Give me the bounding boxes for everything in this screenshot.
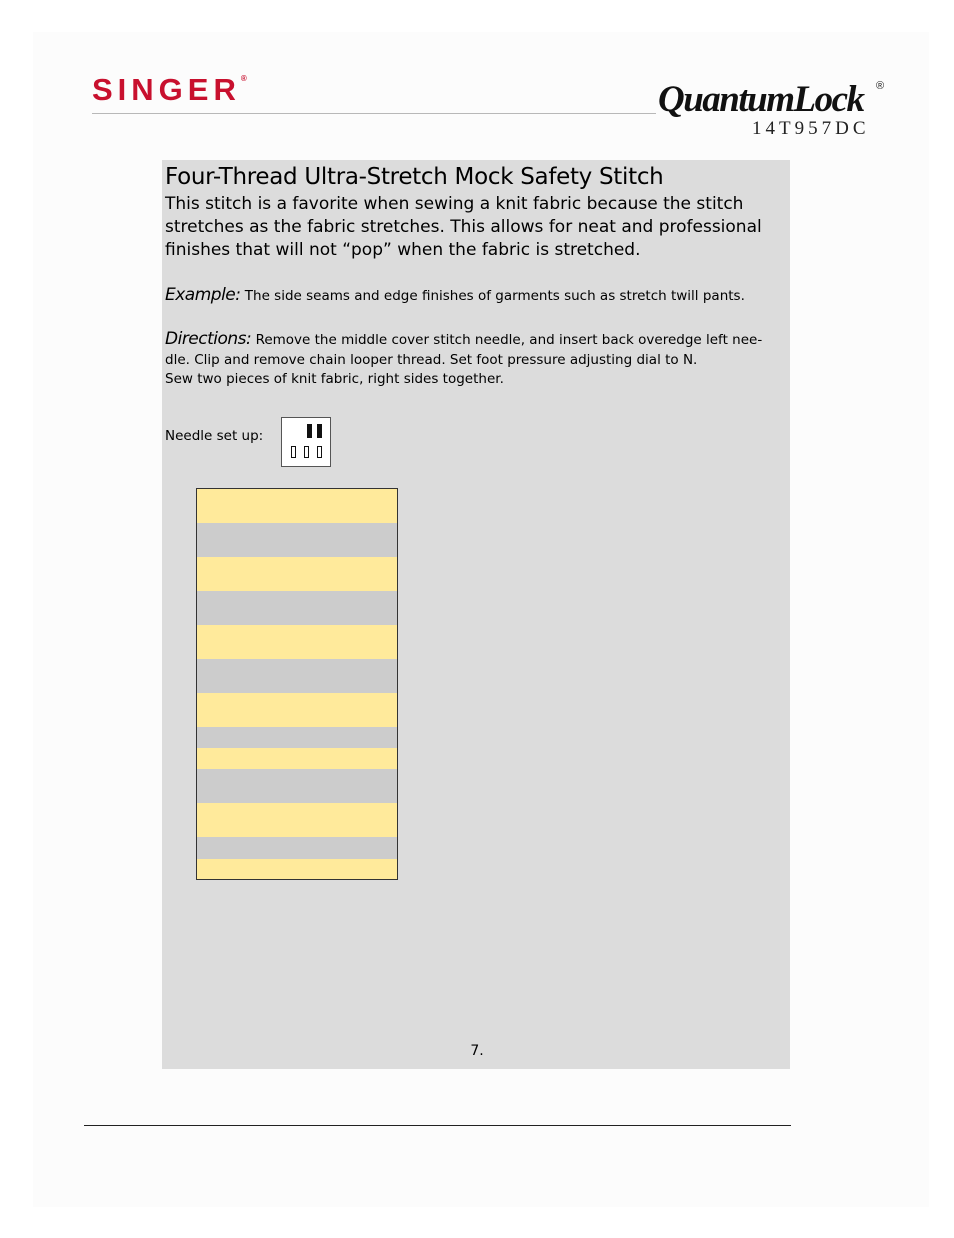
product-name: QuantumLock xyxy=(658,79,864,120)
swatch-stripe xyxy=(197,489,397,523)
swatch-stripe xyxy=(197,591,397,625)
swatch-stripe xyxy=(197,803,397,837)
example-text: The side seams and edge finishes of garments such as stretch twill pants. xyxy=(244,288,745,304)
header-rule xyxy=(92,113,656,114)
model-number: 14T957DC xyxy=(752,118,870,139)
needle-slot-icon xyxy=(317,446,322,458)
swatch-stripe xyxy=(197,557,397,591)
section-intro: This stitch is a favorite when sewing a knit fabric because the stitch stretches as the fabric stretches. This allows for neat and professional finishes that will not “pop” when the fabric is stretched. xyxy=(165,194,762,260)
brand-name: SINGER xyxy=(92,72,241,107)
example-paragraph xyxy=(165,285,780,305)
needle-slot-icon xyxy=(304,446,309,458)
swatch-stripe xyxy=(197,659,397,693)
swatch-stripe xyxy=(197,625,397,659)
directions-text-2: Sew two pieces of knit fabric, right sides together. xyxy=(165,371,504,387)
needle-setup-label: Needle set up: xyxy=(165,428,264,444)
swatch-stripe xyxy=(197,748,397,769)
directions-paragraph xyxy=(165,330,780,390)
needle-icon xyxy=(317,424,322,438)
swatch-stripe xyxy=(197,523,397,557)
example-label: Example: xyxy=(165,285,241,305)
page-number: 7. xyxy=(470,1043,484,1059)
product-registered-mark: ® xyxy=(876,80,885,92)
directions-label: Directions: xyxy=(165,329,252,349)
stitch-sample-swatch xyxy=(196,488,398,880)
directions-text: Remove the middle cover stitch needle, and insert back overedge left nee-dle. Clip and remove chain looper thread. Set foot pressure adjusting dial to N. xyxy=(165,332,763,368)
needle-slot-icon xyxy=(291,446,296,458)
swatch-stripe xyxy=(197,693,397,727)
singer-logo xyxy=(92,72,247,108)
section-title: Four-Thread Ultra-Stretch Mock Safety Stitch xyxy=(165,164,664,190)
needle-setup-diagram-icon xyxy=(281,417,331,467)
needle-icon xyxy=(307,424,312,438)
brand-registered-mark: ® xyxy=(240,74,247,83)
swatch-stripe xyxy=(197,769,397,803)
swatch-stripe xyxy=(197,727,397,748)
footer-rule xyxy=(84,1125,791,1126)
swatch-stripe xyxy=(197,837,397,859)
swatch-stripe xyxy=(197,859,397,880)
